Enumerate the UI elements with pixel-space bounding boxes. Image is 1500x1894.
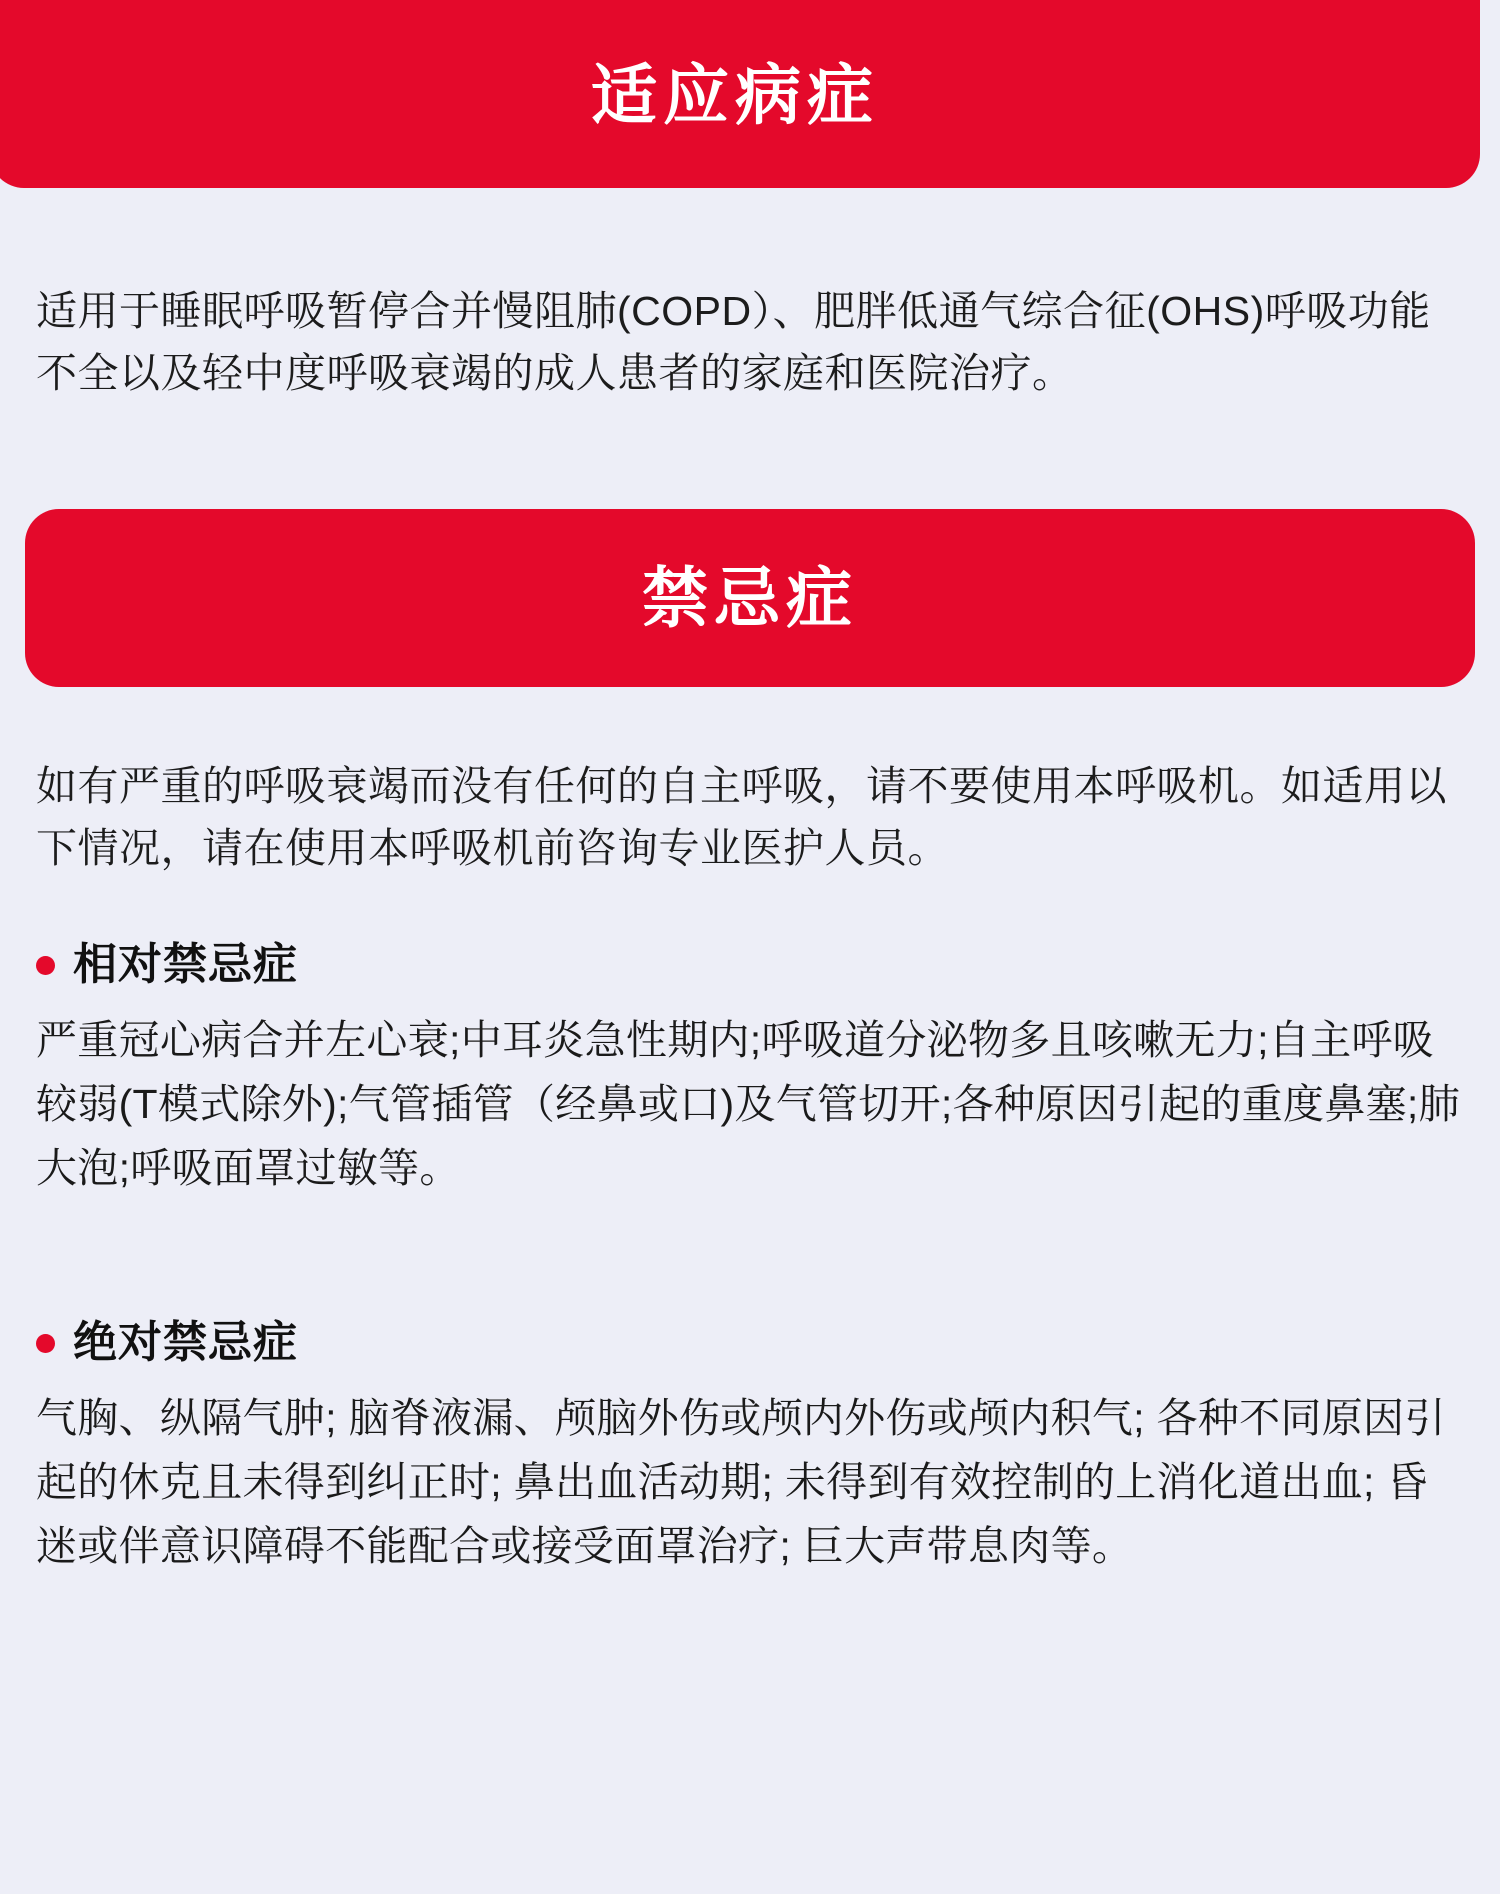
- subsection-body-relative: 严重冠心病合并左心衰;中耳炎急性期内;呼吸道分泌物多且咳嗽无力;自主呼吸较弱(T模式除外);气管插管（经鼻或口)及气管切开;各种原因引起的重度鼻塞;肺大泡;呼吸面罩过敏等。: [36, 1017, 1460, 1192]
- subsection-heading-relative: [0, 940, 1500, 990]
- contraindications-paragraph: 如有严重的呼吸衰竭而没有任何的自主呼吸，请不要使用本呼吸机。如适用以下情况，请在使用本呼吸机前咨询专业医护人员。: [36, 762, 1447, 871]
- contraindications-body: [0, 755, 1500, 880]
- indications-body: [0, 280, 1500, 405]
- subsection-body-absolute: 气胸、纵隔气肿; 脑脊液漏、颅脑外伤或颅内外伤或颅内积气; 各种不同原因引起的休克且未得到纠正时; 鼻出血活动期; 未得到有效控制的上消化道出血; 昏迷或伴意识障碍不能配合或接受面罩治疗; 巨大声带息肉等。: [36, 1395, 1446, 1570]
- spacer: [0, 188, 1500, 280]
- spacer: [0, 1201, 1500, 1257]
- bullet-dot-icon: [36, 956, 55, 975]
- indications-paragraph: 适用于睡眠呼吸暂停合并慢阻肺(COPD）、肥胖低通气综合征(OHS)呼吸功能不全以及轻中度呼吸衰竭的成人患者的家庭和医院治疗。: [36, 288, 1431, 397]
- subsection-heading-relative-label: 相对禁忌症: [73, 940, 298, 990]
- bullet-dot-icon: [36, 1334, 55, 1353]
- subsection-heading-absolute-label: 绝对禁忌症: [73, 1318, 298, 1368]
- subsection-heading-absolute: [0, 1318, 1500, 1368]
- spacer: [0, 405, 1500, 509]
- spacer: [0, 687, 1500, 755]
- section-banner-indications: 适应病症: [0, 0, 1480, 188]
- section-banner-contraindications: 禁忌症: [25, 509, 1475, 687]
